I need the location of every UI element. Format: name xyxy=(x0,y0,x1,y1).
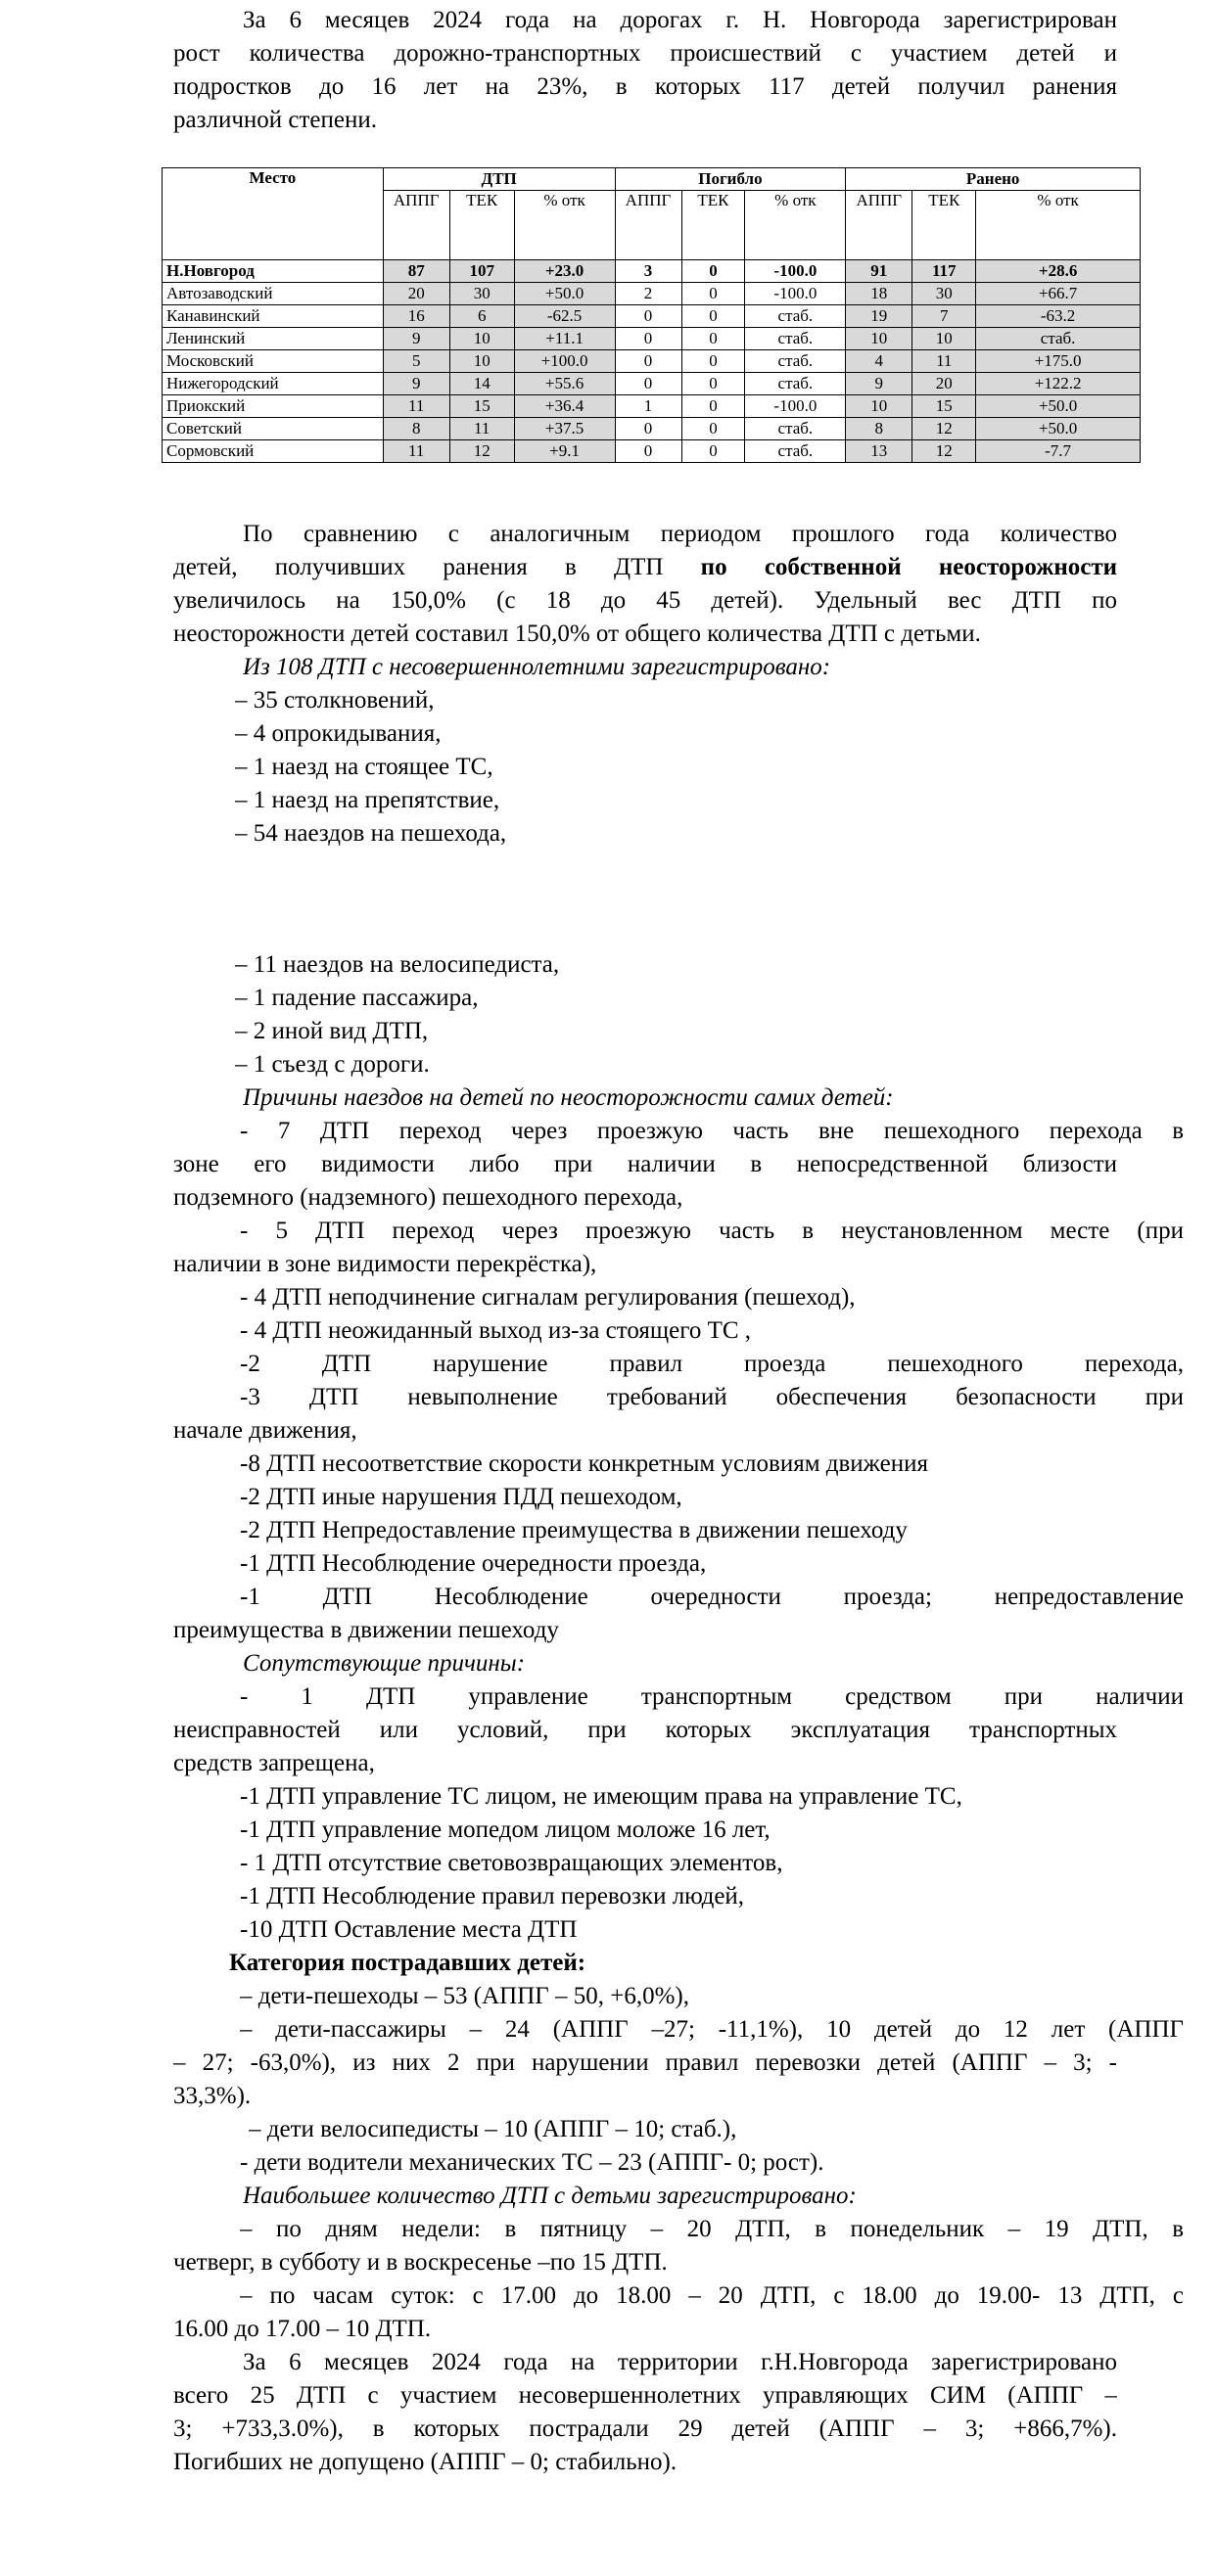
subheader-cell: АППГ xyxy=(615,191,681,260)
cause-line: преимущества в движении пешеходу xyxy=(173,1617,559,1643)
related-line: -1 ДТП Несоблюдение правил перевозки людей, xyxy=(240,1883,745,1909)
comparison-line: увеличилось на 150,0% (с 18 до 45 детей). Удельный вес ДТП по xyxy=(173,587,1117,614)
header-dtp: ДТП xyxy=(383,168,615,191)
cause-line: -1 ДТП Несоблюдение очередности проезда; непредоставление xyxy=(240,1584,1184,1610)
value-cell: +28.6 xyxy=(976,260,1141,283)
place-cell: Ленинский xyxy=(163,328,384,350)
related-line: средств запрещена, xyxy=(173,1750,375,1776)
list-item: – 4 опрокидывания, xyxy=(235,720,442,747)
intro-line: За 6 месяцев 2024 года на дорогах г. Н. Новгорода зарегистрирован xyxy=(243,7,1117,33)
value-cell: 30 xyxy=(449,283,514,305)
value-cell: 0 xyxy=(681,305,745,328)
value-cell: +50.0 xyxy=(976,418,1141,440)
value-cell: 19 xyxy=(846,305,912,328)
value-cell: 0 xyxy=(681,350,745,373)
value-cell: +37.5 xyxy=(514,418,615,440)
most-line: четверг, в субботу и в воскресенье –по 15 ДТП. xyxy=(173,2249,668,2276)
value-cell: 9 xyxy=(383,373,449,395)
comparison-line: неосторожности детей составил 150,0% от общего количества ДТП с детьми. xyxy=(173,621,981,647)
table-row xyxy=(163,305,1141,328)
value-cell: 8 xyxy=(846,418,912,440)
cause-line: - 5 ДТП переход через проезжую часть в неустановленном месте (при xyxy=(240,1218,1184,1244)
place-cell: Советский xyxy=(163,418,384,440)
value-cell: +23.0 xyxy=(514,260,615,283)
value-cell: 13 xyxy=(846,440,912,463)
value-cell: 15 xyxy=(449,395,514,418)
value-cell: стаб. xyxy=(745,373,846,395)
value-cell: 11 xyxy=(383,395,449,418)
final-line: всего 25 ДТП с участием несовершеннолетних управляющих СИМ (АППГ – xyxy=(173,2382,1117,2409)
table-row xyxy=(163,328,1141,350)
value-cell: 0 xyxy=(681,440,745,463)
value-cell: 11 xyxy=(383,440,449,463)
value-cell: 10 xyxy=(449,350,514,373)
header-killed: Погибло xyxy=(615,168,846,191)
value-cell: 91 xyxy=(846,260,912,283)
value-cell: +55.6 xyxy=(514,373,615,395)
value-cell: 0 xyxy=(681,260,745,283)
cause-line: подземного (надземного) пешеходного перехода, xyxy=(173,1184,683,1211)
subheader-cell: ТЕК xyxy=(449,191,514,260)
cause-line: -3 ДТП невыполнение требований обеспечения безопасности при xyxy=(240,1384,1184,1410)
table-row-total xyxy=(163,260,1141,283)
value-cell: 14 xyxy=(449,373,514,395)
subheader-cell: % отк xyxy=(976,191,1141,260)
value-cell: 5 xyxy=(383,350,449,373)
value-cell: 16 xyxy=(383,305,449,328)
table-row xyxy=(163,373,1141,395)
place-cell: Н.Новгород xyxy=(163,260,384,283)
list-item: – 35 столкновений, xyxy=(235,687,435,713)
intro-line: подростков до 16 лет на 23%, в которых 117 детей получил ранения xyxy=(173,73,1117,100)
cause-line: -1 ДТП Несоблюдение очередности проезда, xyxy=(240,1550,707,1577)
value-cell: 0 xyxy=(615,418,681,440)
table-row xyxy=(163,395,1141,418)
place-cell: Приокский xyxy=(163,395,384,418)
header-place: Место xyxy=(163,168,384,260)
value-cell: 0 xyxy=(615,373,681,395)
value-cell: 7 xyxy=(912,305,976,328)
value-cell: -100.0 xyxy=(745,260,846,283)
table-row xyxy=(163,418,1141,440)
subheader-cell: % отк xyxy=(745,191,846,260)
statistics-table xyxy=(162,167,1141,463)
table-row xyxy=(163,440,1141,463)
cause-line: наличии в зоне видимости перекрёстка), xyxy=(173,1251,597,1277)
cause-line: -2 ДТП Непредоставление преимущества в движении пешеходу xyxy=(240,1517,908,1543)
causes-heading: Причины наездов на детей по неосторожности самих детей: xyxy=(243,1084,894,1111)
value-cell: 8 xyxy=(383,418,449,440)
category-line: – дети-пассажиры – 24 (АППГ –27; -11,1%), 10 детей до 12 лет (АППГ xyxy=(240,2016,1184,2043)
related-line: - 1 ДТП управление транспортным средством при наличии xyxy=(240,1683,1184,1710)
final-line: За 6 месяцев 2024 года на территории г.Н.Новгорода зарегистрировано xyxy=(243,2349,1117,2375)
most-line: – по дням недели: в пятницу – 20 ДТП, в понедельник – 19 ДТП, в xyxy=(240,2216,1184,2242)
most-line: – по часам суток: с 17.00 до 18.00 – 20 ДТП, с 18.00 до 19.00- 13 ДТП, с xyxy=(240,2282,1184,2309)
final-line: Погибших не допущено (АППГ – 0; стабильно). xyxy=(173,2449,678,2475)
table-row xyxy=(163,350,1141,373)
value-cell: 3 xyxy=(615,260,681,283)
cause-line: - 4 ДТП неподчинение сигналам регулирования (пешеход), xyxy=(240,1284,856,1311)
value-cell: +36.4 xyxy=(514,395,615,418)
value-cell: +175.0 xyxy=(976,350,1141,373)
list-item: – 1 съезд с дороги. xyxy=(235,1051,430,1078)
value-cell: 0 xyxy=(681,418,745,440)
most-heading: Наибольшее количество ДТП с детьми зарегистрировано: xyxy=(243,2183,857,2209)
value-cell: стаб. xyxy=(745,305,846,328)
category-line: – 27; -63,0%), из них 2 при нарушении правил перевозки детей (АППГ – 3; - xyxy=(173,2049,1117,2076)
value-cell: 12 xyxy=(912,418,976,440)
cause-line: - 4 ДТП неожиданный выход из-за стоящего ТС , xyxy=(240,1317,752,1344)
cause-line: начале движения, xyxy=(173,1417,357,1444)
related-line: -1 ДТП управление ТС лицом, не имеющим права на управление ТС, xyxy=(240,1783,962,1810)
value-cell: 18 xyxy=(846,283,912,305)
header-injured: Ранено xyxy=(846,168,1141,191)
value-cell: +9.1 xyxy=(514,440,615,463)
value-cell: 0 xyxy=(615,350,681,373)
place-cell: Московский xyxy=(163,350,384,373)
value-cell: 11 xyxy=(912,350,976,373)
subheader-cell: % отк xyxy=(514,191,615,260)
value-cell: 0 xyxy=(615,328,681,350)
value-cell: 0 xyxy=(615,440,681,463)
final-line: 3; +733,3.0%), в которых пострадали 29 детей (АППГ – 3; +866,7%). xyxy=(173,2415,1117,2442)
value-cell: +11.1 xyxy=(514,328,615,350)
value-cell: +100.0 xyxy=(514,350,615,373)
value-cell: 6 xyxy=(449,305,514,328)
place-cell: Автозаводский xyxy=(163,283,384,305)
value-cell: 0 xyxy=(615,305,681,328)
types-heading: Из 108 ДТП с несовершеннолетними зарегистрировано: xyxy=(243,654,831,680)
comparison-line: По сравнению с аналогичным периодом прошлого года количество xyxy=(243,521,1117,547)
list-item: – 1 падение пассажира, xyxy=(235,985,479,1011)
value-cell: 10 xyxy=(449,328,514,350)
value-cell: стаб. xyxy=(745,350,846,373)
value-cell: +122.2 xyxy=(976,373,1141,395)
list-item: – 1 наезд на препятствие, xyxy=(235,787,500,813)
related-line: - 1 ДТП отсутствие световозвращающих элементов, xyxy=(240,1850,783,1876)
value-cell: -62.5 xyxy=(514,305,615,328)
value-cell: 0 xyxy=(681,395,745,418)
value-cell: 0 xyxy=(681,373,745,395)
subheader-cell: ТЕК xyxy=(912,191,976,260)
value-cell: стаб. xyxy=(976,328,1141,350)
value-cell: 15 xyxy=(912,395,976,418)
most-line: 16.00 до 17.00 – 10 ДТП. xyxy=(173,2316,432,2342)
value-cell: 9 xyxy=(383,328,449,350)
value-cell: -7.7 xyxy=(976,440,1141,463)
category-line: – дети-пешеходы – 53 (АППГ – 50, +6,0%), xyxy=(240,1983,689,2009)
value-cell: 10 xyxy=(846,328,912,350)
related-line: неисправностей или условий, при которых эксплуатация транспортных xyxy=(173,1717,1117,1743)
value-cell: стаб. xyxy=(745,328,846,350)
value-cell: 9 xyxy=(846,373,912,395)
value-cell: 11 xyxy=(449,418,514,440)
cause-line: -2 ДТП нарушение правил проезда пешеходного перехода, xyxy=(240,1351,1184,1377)
value-cell: +50.0 xyxy=(514,283,615,305)
comparison-line: детей, получивших ранения в ДТП по собственной неосторожности xyxy=(173,554,1117,580)
cause-line: зоне его видимости либо при наличии в непосредственной близости xyxy=(173,1151,1117,1177)
value-cell: 87 xyxy=(383,260,449,283)
value-cell: -63.2 xyxy=(976,305,1141,328)
cause-line: -2 ДТП иные нарушения ПДД пешеходом, xyxy=(240,1484,682,1510)
list-item: – 1 наезд на стоящее ТС, xyxy=(235,754,493,780)
category-line: 33,3%). xyxy=(173,2083,252,2109)
value-cell: 0 xyxy=(681,328,745,350)
list-item: – 2 иной вид ДТП, xyxy=(235,1018,429,1044)
value-cell: 12 xyxy=(912,440,976,463)
value-cell: 10 xyxy=(846,395,912,418)
value-cell: 2 xyxy=(615,283,681,305)
category-heading: Категория пострадавших детей: xyxy=(229,1950,586,1976)
value-cell: 0 xyxy=(681,283,745,305)
place-cell: Нижегородский xyxy=(163,373,384,395)
related-line: -10 ДТП Оставление места ДТП xyxy=(240,1916,578,1943)
subheader-cell: АППГ xyxy=(383,191,449,260)
value-cell: 107 xyxy=(449,260,514,283)
value-cell: стаб. xyxy=(745,418,846,440)
related-heading: Сопутствующие причины: xyxy=(243,1650,526,1677)
related-line: -1 ДТП управление мопедом лицом моложе 16 лет, xyxy=(240,1817,771,1843)
list-item: – 54 наездов на пешехода, xyxy=(235,820,507,847)
value-cell: 1 xyxy=(615,395,681,418)
value-cell: 117 xyxy=(912,260,976,283)
cause-line: -8 ДТП несоответствие скорости конкретным условиям движения xyxy=(240,1450,928,1477)
intro-line: рост количества дорожно-транспортных происшествий с участием детей и xyxy=(173,40,1117,67)
value-cell: +66.7 xyxy=(976,283,1141,305)
value-cell: 10 xyxy=(912,328,976,350)
subheader-cell: АППГ xyxy=(846,191,912,260)
category-line: – дети велосипедисты – 10 (АППГ – 10; стаб.), xyxy=(249,2116,737,2142)
list-item: – 11 наездов на велосипедиста, xyxy=(235,951,560,978)
bold-phrase: по собственной неосторожности xyxy=(700,554,1117,580)
value-cell: 30 xyxy=(912,283,976,305)
category-line: - дети водители механических ТС – 23 (АППГ- 0; рост). xyxy=(240,2149,824,2176)
intro-line: различной степени. xyxy=(173,107,378,133)
value-cell: 4 xyxy=(846,350,912,373)
value-cell: +50.0 xyxy=(976,395,1141,418)
value-cell: стаб. xyxy=(745,440,846,463)
value-cell: 12 xyxy=(449,440,514,463)
value-cell: -100.0 xyxy=(745,283,846,305)
subheader-cell: ТЕК xyxy=(681,191,745,260)
place-cell: Сормовский xyxy=(163,440,384,463)
value-cell: 20 xyxy=(912,373,976,395)
table-row xyxy=(163,283,1141,305)
cause-line: - 7 ДТП переход через проезжую часть вне пешеходного перехода в xyxy=(240,1118,1184,1144)
value-cell: 20 xyxy=(383,283,449,305)
place-cell: Канавинский xyxy=(163,305,384,328)
value-cell: -100.0 xyxy=(745,395,846,418)
